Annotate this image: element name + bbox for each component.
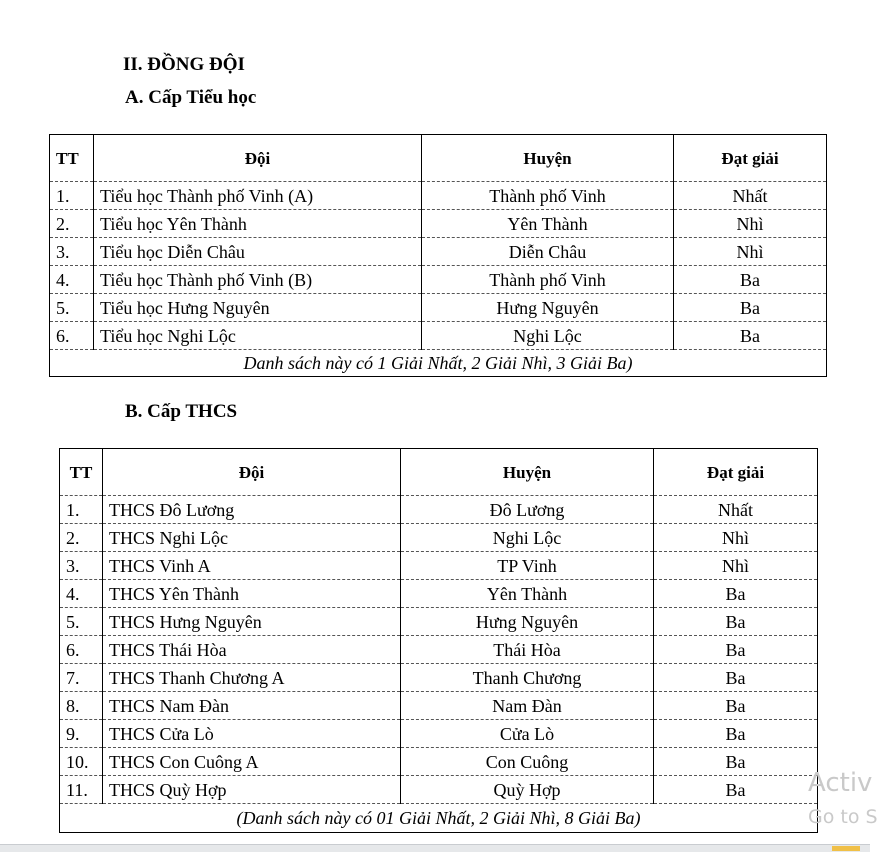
award-level: Nhất bbox=[654, 496, 818, 524]
district-name: Thành phố Vinh bbox=[422, 266, 674, 294]
award-level: Nhì bbox=[674, 238, 827, 266]
award-level: Ba bbox=[674, 266, 827, 294]
district-name: Diễn Châu bbox=[422, 238, 674, 266]
team-name: THCS Nghi Lộc bbox=[103, 524, 401, 552]
team-name: Tiểu học Hưng Nguyên bbox=[94, 294, 422, 322]
row-number: 3. bbox=[60, 552, 103, 580]
row-number: 6. bbox=[50, 322, 94, 350]
district-name: Yên Thành bbox=[422, 210, 674, 238]
header-team: Đội bbox=[103, 449, 401, 496]
header-tt: TT bbox=[50, 135, 94, 182]
table-row bbox=[60, 664, 818, 692]
secondary-school-table bbox=[59, 448, 818, 833]
team-name: THCS Nam Đàn bbox=[103, 692, 401, 720]
header-award: Đạt giải bbox=[674, 135, 827, 182]
district-name: Hưng Nguyên bbox=[422, 294, 674, 322]
district-name: Thành phố Vinh bbox=[422, 182, 674, 210]
team-name: THCS Quỳ Hợp bbox=[103, 776, 401, 804]
table-summary-row bbox=[60, 804, 818, 833]
part-b-title: B. Cấp THCS bbox=[125, 401, 238, 422]
row-number: 9. bbox=[60, 720, 103, 748]
row-number: 3. bbox=[50, 238, 94, 266]
team-name: Tiểu học Diễn Châu bbox=[94, 238, 422, 266]
row-number: 5. bbox=[60, 608, 103, 636]
table-row bbox=[60, 636, 818, 664]
team-name: THCS Vinh A bbox=[103, 552, 401, 580]
header-district: Huyện bbox=[422, 135, 674, 182]
team-name: THCS Hưng Nguyên bbox=[103, 608, 401, 636]
row-number: 1. bbox=[50, 182, 94, 210]
team-name: THCS Yên Thành bbox=[103, 580, 401, 608]
table-row bbox=[60, 524, 818, 552]
table-body bbox=[60, 496, 818, 804]
team-name: Tiểu học Yên Thành bbox=[94, 210, 422, 238]
table-row bbox=[50, 294, 827, 322]
row-number: 2. bbox=[60, 524, 103, 552]
team-name: THCS Thanh Chương A bbox=[103, 664, 401, 692]
row-number: 7. bbox=[60, 664, 103, 692]
district-name: Thanh Chương bbox=[401, 664, 654, 692]
award-level: Ba bbox=[654, 636, 818, 664]
table-row bbox=[50, 238, 827, 266]
table-row bbox=[60, 608, 818, 636]
team-name: Tiểu học Thành phố Vinh (A) bbox=[94, 182, 422, 210]
district-name: Con Cuông bbox=[401, 748, 654, 776]
award-level: Ba bbox=[654, 580, 818, 608]
team-name: THCS Đô Lương bbox=[103, 496, 401, 524]
district-name: Nam Đàn bbox=[401, 692, 654, 720]
award-level: Ba bbox=[654, 664, 818, 692]
row-number: 4. bbox=[50, 266, 94, 294]
award-level: Ba bbox=[654, 608, 818, 636]
team-name: Tiểu học Nghi Lộc bbox=[94, 322, 422, 350]
table-row bbox=[60, 720, 818, 748]
table-summary: Danh sách này có 1 Giải Nhất, 2 Giải Nhì, 3 Giải Ba) bbox=[50, 350, 827, 377]
district-name: Nghi Lộc bbox=[401, 524, 654, 552]
district-name: Nghi Lộc bbox=[422, 322, 674, 350]
row-number: 1. bbox=[60, 496, 103, 524]
table-row bbox=[50, 322, 827, 350]
section-title: II. ĐỒNG ĐỘI bbox=[123, 54, 245, 75]
district-name: TP Vinh bbox=[401, 552, 654, 580]
status-bar bbox=[0, 844, 870, 852]
table-row bbox=[60, 748, 818, 776]
award-level: Ba bbox=[654, 748, 818, 776]
award-level: Nhì bbox=[654, 524, 818, 552]
award-level: Ba bbox=[654, 776, 818, 804]
table-header-row bbox=[50, 135, 827, 182]
team-name: Tiểu học Thành phố Vinh (B) bbox=[94, 266, 422, 294]
row-number: 5. bbox=[50, 294, 94, 322]
team-name: THCS Cửa Lò bbox=[103, 720, 401, 748]
table-row bbox=[60, 580, 818, 608]
award-level: Ba bbox=[674, 294, 827, 322]
activation-watermark-title: Activ bbox=[808, 768, 873, 798]
district-name: Yên Thành bbox=[401, 580, 654, 608]
header-tt: TT bbox=[60, 449, 103, 496]
team-name: THCS Con Cuông A bbox=[103, 748, 401, 776]
table-row bbox=[60, 776, 818, 804]
table-row bbox=[60, 692, 818, 720]
table-row bbox=[60, 496, 818, 524]
row-number: 6. bbox=[60, 636, 103, 664]
table-body bbox=[50, 182, 827, 350]
district-name: Cửa Lò bbox=[401, 720, 654, 748]
table-row bbox=[60, 552, 818, 580]
activation-watermark-hint: Go to S bbox=[808, 806, 878, 828]
table-row bbox=[50, 266, 827, 294]
district-name: Đô Lương bbox=[401, 496, 654, 524]
district-name: Hưng Nguyên bbox=[401, 608, 654, 636]
table-row bbox=[50, 210, 827, 238]
award-level: Ba bbox=[674, 322, 827, 350]
team-name: THCS Thái Hòa bbox=[103, 636, 401, 664]
award-level: Nhất bbox=[674, 182, 827, 210]
part-a-title: A. Cấp Tiểu học bbox=[125, 87, 257, 108]
header-district: Huyện bbox=[401, 449, 654, 496]
award-level: Ba bbox=[654, 720, 818, 748]
header-award: Đạt giải bbox=[654, 449, 818, 496]
row-number: 8. bbox=[60, 692, 103, 720]
row-number: 2. bbox=[50, 210, 94, 238]
row-number: 10. bbox=[60, 748, 103, 776]
district-name: Quỳ Hợp bbox=[401, 776, 654, 804]
award-level: Nhì bbox=[654, 552, 818, 580]
award-level: Ba bbox=[654, 692, 818, 720]
status-indicator bbox=[832, 846, 860, 851]
row-number: 11. bbox=[60, 776, 103, 804]
table-summary-row bbox=[50, 350, 827, 377]
table-header-row bbox=[60, 449, 818, 496]
award-level: Nhì bbox=[674, 210, 827, 238]
header-team: Đội bbox=[94, 135, 422, 182]
table-summary: (Danh sách này có 01 Giải Nhất, 2 Giải Nhì, 8 Giải Ba) bbox=[60, 804, 818, 833]
row-number: 4. bbox=[60, 580, 103, 608]
table-row bbox=[50, 182, 827, 210]
primary-school-table bbox=[49, 134, 827, 377]
district-name: Thái Hòa bbox=[401, 636, 654, 664]
